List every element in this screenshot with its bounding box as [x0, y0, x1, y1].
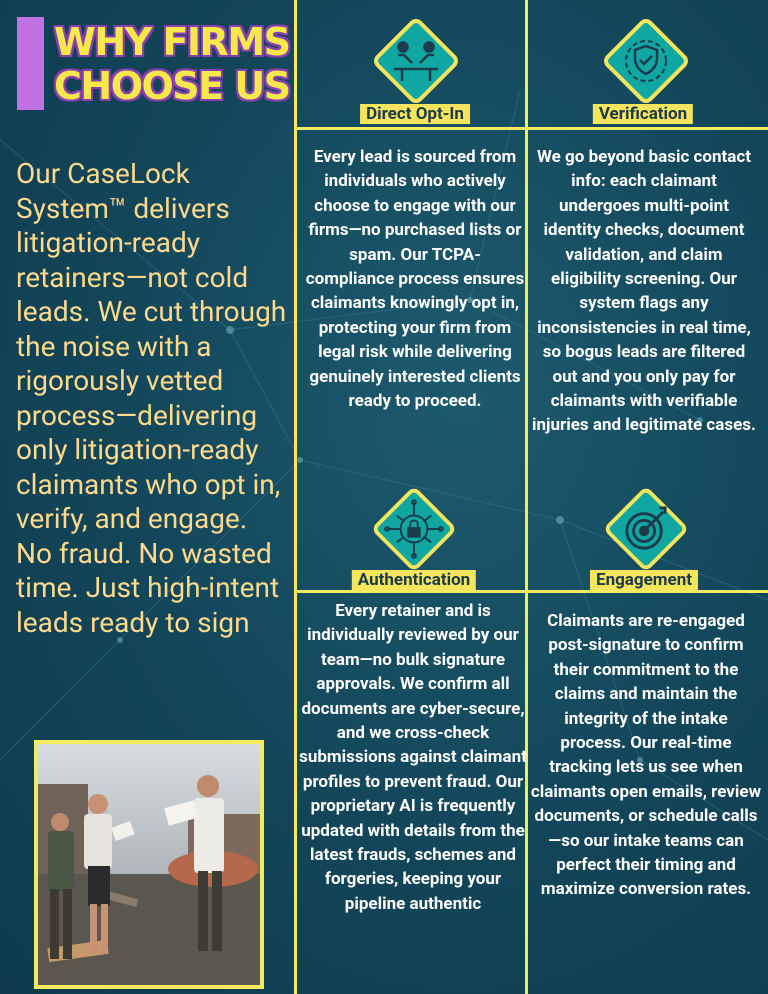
feature-title-direct-opt-in: Direct Opt-In	[360, 104, 470, 124]
page-headline	[54, 20, 294, 108]
feature-text-verification: We go beyond basic contact info: each claimant undergoes multi-point identity checks, document validation, and claim eligibility screening. Our system flags any inconsistencies in real time, so bogus leads are filtered out and you only pay for claimants with verifiable injuries and legitimate cases.	[532, 147, 756, 436]
target-arrow-icon	[600, 483, 692, 575]
row-divider-top	[296, 127, 768, 130]
circuit-lock-icon	[368, 483, 460, 575]
disaster-scene-photo	[34, 740, 264, 989]
headline-line-2: CHOOSE US	[54, 64, 290, 108]
column-divider-left	[294, 0, 297, 994]
shield-check-icon	[598, 13, 694, 109]
feature-text-authentication: Every retainer and is individually reviewed by our team—no bulk signature approvals. We confirm all documents are cyber-secure, and we cross-check submissions against claimant profiles to prevent fraud. Our proprietary AI is frequently updated with details from the latest frauds, schemes and forgeries, keeping your pipeline authentic	[299, 601, 527, 914]
feature-title-engagement: Engagement	[590, 570, 698, 590]
feature-text-direct-opt-in: Every lead is sourced from individuals who actively choose to engage with our firms—no purchased lists or spam. Our TCPA-compliance process ensures claimants knowingly opt in, protecting your firm from legal risk while delivering genuinely interested clients ready to proceed.	[305, 147, 525, 412]
accent-bar	[17, 17, 44, 110]
feature-text-engagement: Claimants are re-engaged post-signature to confirm their commitment to the claims and maintain the integrity of the intake process. Our real-time tracking lets us see when claimants open emails, review documents, or schedule calls—so our intake teams can perfect their timing and maximize conversion rates.	[530, 611, 762, 900]
handshake-meeting-icon	[368, 13, 464, 109]
headline-line-1: WHY FIRMS	[54, 20, 290, 64]
intro-paragraph: Our CaseLock System™ delivers litigation-ready retainers—not cold leads. We cut through the noise with a rigorously vetted process—delivering only litigation-ready claimants who opt in, verify, and engage. No fraud. No wasted time. Just high-intent leads ready to sign	[16, 157, 287, 639]
row-divider-bottom	[296, 590, 768, 593]
feature-title-verification: Verification	[593, 104, 693, 124]
feature-title-authentication: Authentication	[352, 570, 476, 590]
